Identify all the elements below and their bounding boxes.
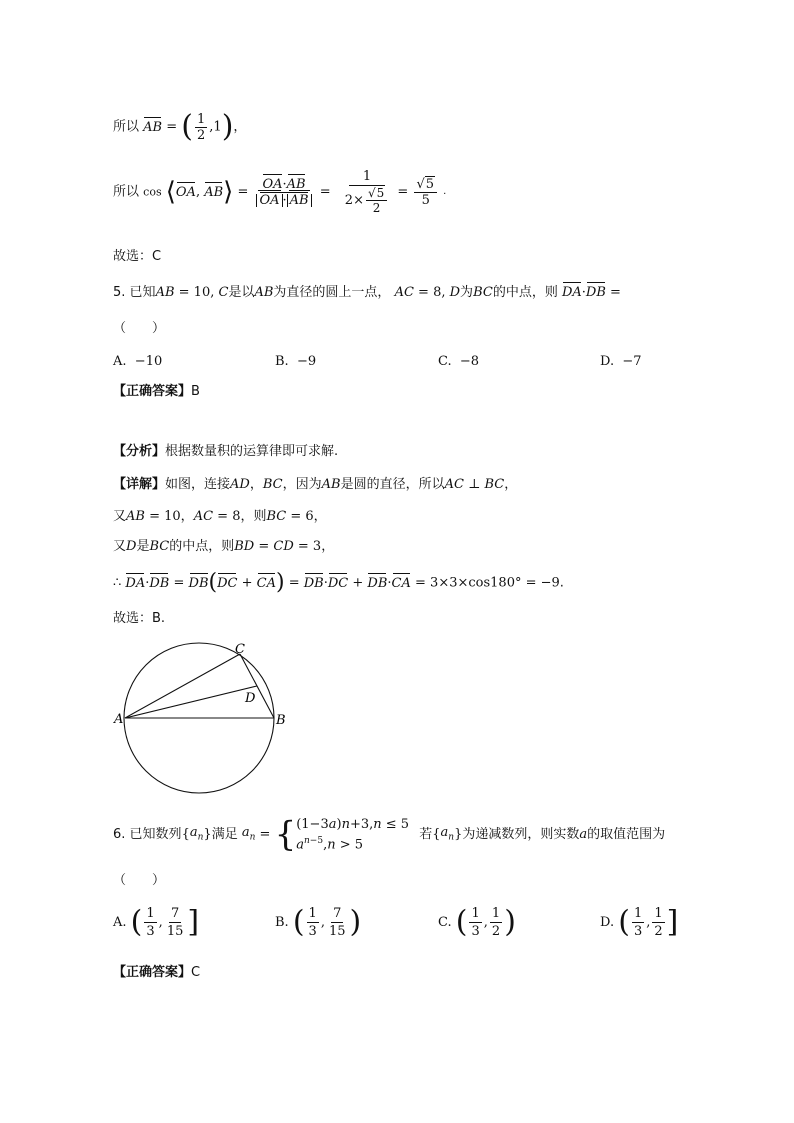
q5-paren: （ ） bbox=[113, 321, 166, 336]
q6-correct-answer: 【正确答案】C bbox=[113, 965, 201, 980]
q5-detail-1: 【详解】如图，连接AD，BC，因为AB是圆的直径，所以AC ⊥ BC， bbox=[113, 477, 518, 492]
q5-stem: 5. 已知AB = 10, C是以AB为直径的圆上一点， AC = 8, D为BC的中点，则 DA·DB = bbox=[113, 285, 621, 300]
q5-option-b: B. −9 bbox=[275, 354, 317, 369]
q4-prefix-1: 所以 bbox=[113, 119, 140, 135]
label-a: A bbox=[114, 712, 124, 727]
q5-option-a: A. −10 bbox=[113, 354, 163, 369]
q6-option-d: D. ( $\frac{1}{3}$ , $\frac{1}{2}$ ] bbox=[600, 904, 679, 940]
q6-option-a: A. ( $\frac{1}{3}$ , $\frac{7}{15}$ ] bbox=[113, 904, 200, 940]
q6-number: 6. bbox=[113, 827, 126, 843]
q4-line-cos: 所以 cos ⟨OA, AB⟩ = $\frac{OA\cdot AB}{OA \cdot AB}$ = 1 2× $\frac{√5}{2}$ = $\frac{√5}{5}$ . bbox=[113, 169, 447, 215]
q6-stem: 6. 已知数列$\{a_n\}$满足 $a_n$ = { (1−3a)n+3,n ≤ 5 $a^{n-5},n > 5$ 若$\{a_n\}$为递减数列，则实数a的取值范围为 bbox=[113, 814, 666, 855]
q4-line-ab-vector: 所以 AB = ( $\frac{1}{2}$ ,1)， bbox=[113, 109, 247, 144]
q4-answer: 故选：C bbox=[113, 249, 162, 264]
q5-answer: 故选：B. bbox=[113, 611, 166, 626]
q6-option-b: B. ( $\frac{1}{3}$ , $\frac{7}{15}$ ) bbox=[275, 904, 362, 940]
q5-correct-answer: 【正确答案】B bbox=[113, 384, 200, 399]
q5-option-d: D. −7 bbox=[600, 354, 642, 369]
q5-detail-3: 又D是BC的中点，则BD = CD = 3， bbox=[113, 539, 335, 554]
q6-paren: （ ） bbox=[113, 873, 166, 888]
label-c: C bbox=[235, 642, 245, 657]
q5-analysis: 【分析】根据数量积的运算律即可求解. bbox=[113, 444, 339, 459]
segment-ad bbox=[125, 686, 257, 718]
q4-prefix-2: 所以 bbox=[113, 184, 140, 200]
segment-ac bbox=[125, 654, 240, 718]
q5-circle-figure bbox=[110, 636, 300, 796]
label-b: B bbox=[276, 713, 286, 728]
q5-detail-2: 又AB = 10，AC = 8，则BC = 6， bbox=[113, 509, 327, 524]
q5-number: 5. bbox=[113, 285, 126, 300]
q6-option-c: C. ( $\frac{1}{3}$ , $\frac{1}{2}$ ) bbox=[438, 904, 516, 940]
q5-detail-4: ∴ DA·DB = DB(DC + CA) = DB·DC + DB·CA = 3×3×cos180° = −9. bbox=[113, 570, 564, 595]
label-d: D bbox=[245, 691, 256, 706]
q5-option-c: C. −8 bbox=[438, 354, 480, 369]
